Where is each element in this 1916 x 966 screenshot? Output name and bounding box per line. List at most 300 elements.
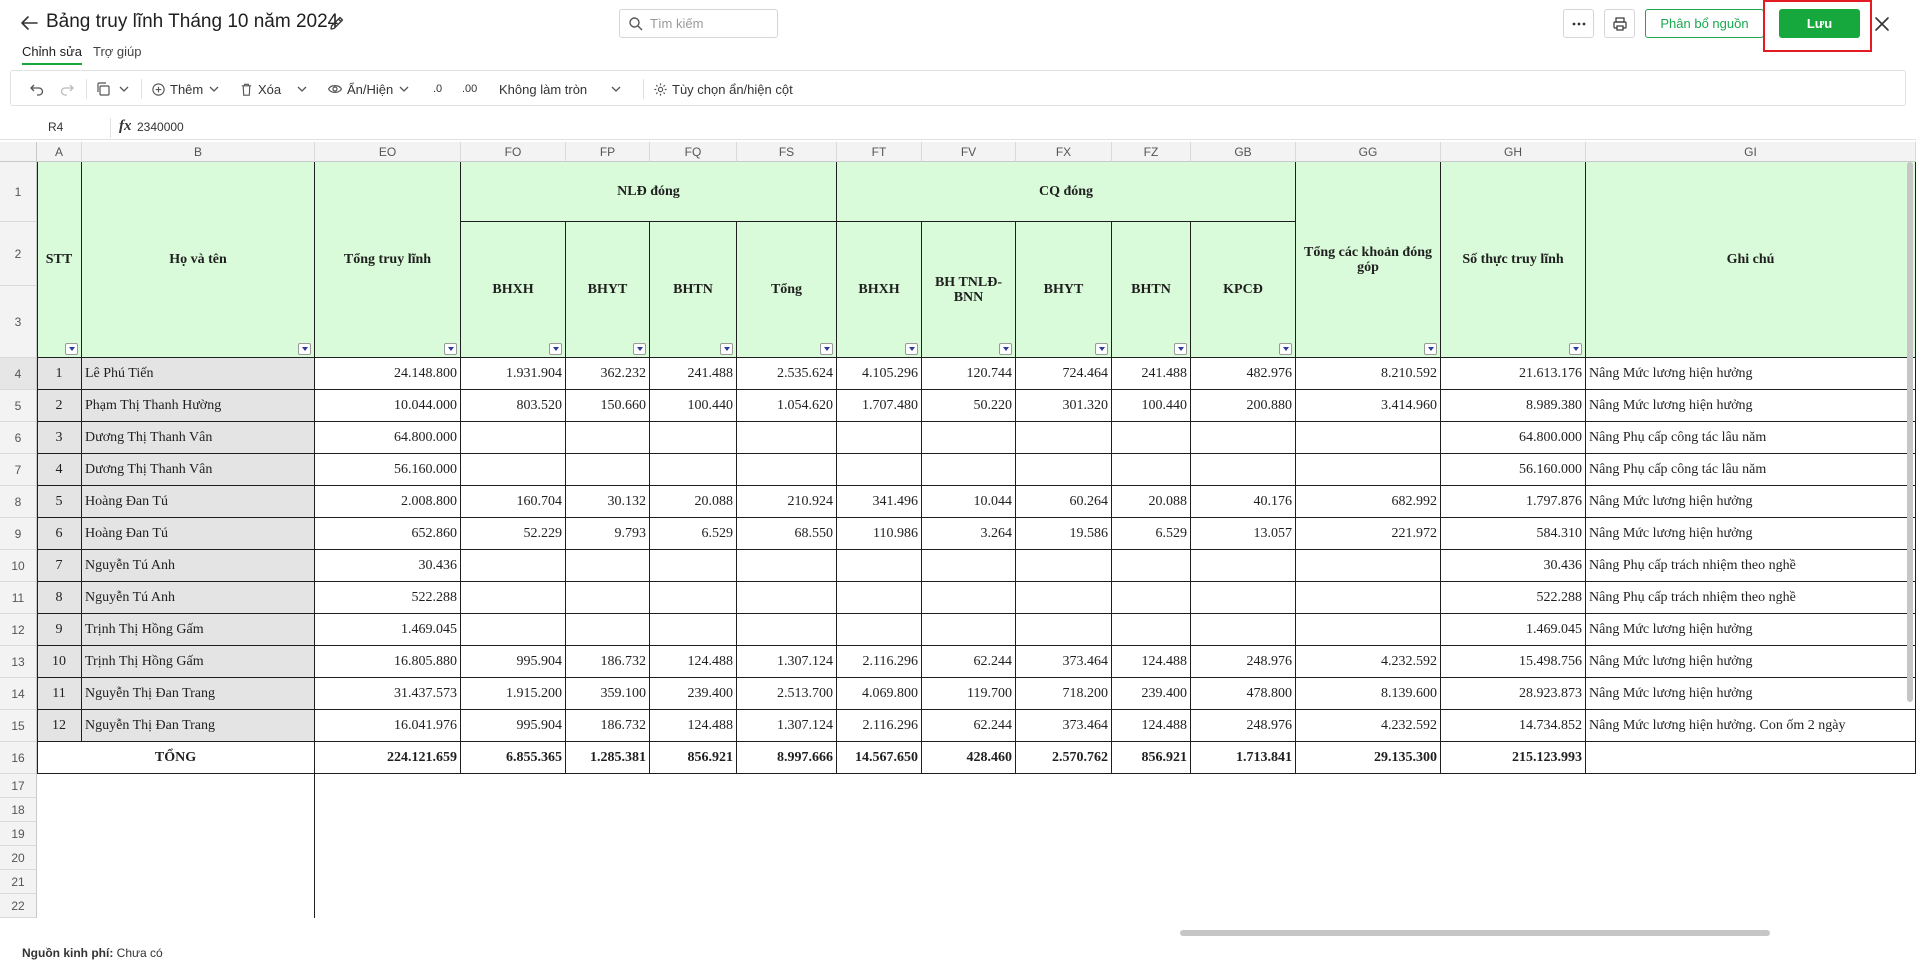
header-agency-group — [837, 162, 1296, 222]
table-cell-fq[interactable] — [650, 550, 737, 582]
table-cell-fo[interactable] — [461, 614, 566, 646]
table-cell-fx[interactable] — [1016, 550, 1112, 582]
table-cell-fx[interactable]: 301.320 — [1016, 390, 1112, 422]
table-cell-fv[interactable]: 10.044 — [922, 486, 1016, 518]
more-options-button[interactable] — [1563, 9, 1594, 38]
filter-dropdown-icon[interactable] — [820, 343, 833, 355]
column-header[interactable]: FO — [461, 142, 566, 162]
column-header[interactable]: A — [37, 142, 82, 162]
table-cell-ft[interactable]: 2.116.296 — [837, 710, 922, 742]
table-cell-fx[interactable] — [1016, 454, 1112, 486]
totals-cell-fv[interactable]: 428.460 — [922, 742, 1016, 774]
table-cell-gh[interactable]: 64.800.000 — [1441, 422, 1586, 454]
table-cell-gb[interactable] — [1191, 550, 1296, 582]
redo-button[interactable] — [59, 79, 75, 99]
add-button[interactable] — [151, 79, 221, 99]
totals-label: TỔNG — [37, 742, 315, 774]
header-emp-bhtn-text: BHTN — [673, 282, 713, 297]
table-cell-fs[interactable]: 1.054.620 — [737, 390, 837, 422]
totals-cell-fs[interactable]: 8.997.666 — [737, 742, 837, 774]
totals-cell-eo[interactable]: 224.121.659 — [315, 742, 461, 774]
table-cell-fz[interactable] — [1112, 454, 1191, 486]
table-cell-fz[interactable]: 124.488 — [1112, 646, 1191, 678]
table-cell-name[interactable]: Nguyễn Tú Anh — [82, 550, 315, 582]
table-cell-fx[interactable] — [1016, 422, 1112, 454]
search-box[interactable] — [619, 9, 778, 38]
table-cell-gb[interactable] — [1191, 582, 1296, 614]
table-cell-name[interactable]: Hoàng Đan Tú — [82, 486, 315, 518]
tab-edit[interactable]: Chỉnh sửa — [22, 44, 83, 59]
table-cell-ft[interactable] — [837, 614, 922, 646]
table-cell-fs[interactable] — [737, 550, 837, 582]
formula-divider — [110, 118, 111, 138]
filter-dropdown-icon[interactable] — [905, 343, 918, 355]
column-header[interactable]: FS — [737, 142, 837, 162]
header-note-text: Ghi chú — [1726, 252, 1775, 267]
row-header[interactable]: 16 — [0, 742, 37, 774]
allocate-source-button[interactable]: Phân bổ nguồn — [1645, 9, 1764, 38]
table-cell-gb[interactable]: 482.976 — [1191, 358, 1296, 390]
table-cell-fo[interactable]: 995.904 — [461, 710, 566, 742]
column-header[interactable]: GH — [1441, 142, 1586, 162]
table-cell-stt[interactable]: 10 — [37, 646, 82, 678]
row-header[interactable]: 18 — [0, 798, 37, 822]
table-cell-gi[interactable]: Nâng Phụ cấp công tác lâu năm — [1586, 454, 1916, 486]
table-cell-name[interactable]: Nguyễn Thị Đan Trang — [82, 678, 315, 710]
toolbar — [10, 70, 1906, 106]
row-header[interactable]: 5 — [0, 390, 37, 422]
table-cell-fs[interactable]: 1.307.124 — [737, 710, 837, 742]
copy-button[interactable] — [95, 79, 131, 99]
totals-cell-fz[interactable]: 856.921 — [1112, 742, 1191, 774]
vertical-scrollbar[interactable] — [1907, 162, 1913, 702]
table-cell-fs[interactable] — [737, 582, 837, 614]
table-cell-gg[interactable]: 4.232.592 — [1296, 646, 1441, 678]
table-cell-gg[interactable] — [1296, 454, 1441, 486]
table-cell-gi[interactable]: Nâng Phụ cấp trách nhiệm theo nghề — [1586, 582, 1916, 614]
column-header[interactable]: FQ — [650, 142, 737, 162]
table-cell-fp[interactable]: 359.100 — [566, 678, 650, 710]
header-employee-group — [461, 162, 837, 222]
table-cell-gi[interactable]: Nâng Mức lương hiện hưởng — [1586, 358, 1916, 390]
header-name — [82, 162, 315, 358]
table-cell-gb[interactable]: 40.176 — [1191, 486, 1296, 518]
table-cell-ft[interactable]: 110.986 — [837, 518, 922, 550]
table-cell-gg[interactable] — [1296, 614, 1441, 646]
table-cell-gi[interactable]: Nâng Mức lương hiện hưởng — [1586, 518, 1916, 550]
table-cell-fp[interactable] — [566, 582, 650, 614]
column-header[interactable]: GB — [1191, 142, 1296, 162]
table-cell-eo[interactable]: 16.805.880 — [315, 646, 461, 678]
tab-help[interactable]: Trợ giúp — [93, 44, 142, 59]
top-bar — [0, 0, 1916, 46]
table-cell-gg[interactable]: 221.972 — [1296, 518, 1441, 550]
column-header[interactable]: EO — [315, 142, 461, 162]
table-cell-fp[interactable] — [566, 550, 650, 582]
table-cell-fv[interactable]: 120.744 — [922, 358, 1016, 390]
table-cell-fp[interactable] — [566, 454, 650, 486]
row-header[interactable]: 2 — [0, 222, 37, 286]
totals-cell-gb[interactable]: 1.713.841 — [1191, 742, 1296, 774]
table-cell-fp[interactable] — [566, 422, 650, 454]
row-header[interactable]: 8 — [0, 486, 37, 518]
delete-label: Xóa — [258, 81, 282, 97]
table-cell-fo[interactable]: 52.229 — [461, 518, 566, 550]
table-cell-name[interactable]: Trịnh Thị Hồng Gấm — [82, 646, 315, 678]
toolbar-divider — [643, 79, 644, 99]
table-cell-gg[interactable]: 3.414.960 — [1296, 390, 1441, 422]
table-cell-gg[interactable]: 4.232.592 — [1296, 710, 1441, 742]
table-cell-fv[interactable] — [922, 550, 1016, 582]
header-total-contributions — [1296, 162, 1441, 358]
filter-dropdown-icon[interactable] — [999, 343, 1012, 355]
header-net-back-pay — [1441, 162, 1586, 358]
select-all-corner[interactable] — [0, 142, 37, 162]
table-cell-fo[interactable] — [461, 422, 566, 454]
row-header[interactable]: 19 — [0, 822, 37, 846]
row-header[interactable]: 10 — [0, 550, 37, 582]
column-header[interactable]: B — [82, 142, 315, 162]
table-cell-stt[interactable]: 12 — [37, 710, 82, 742]
column-header[interactable]: FP — [566, 142, 650, 162]
header-ag-kpcd — [1191, 222, 1296, 358]
filter-dropdown-icon[interactable] — [549, 343, 562, 355]
table-cell-fq[interactable]: 20.088 — [650, 486, 737, 518]
table-cell-name[interactable]: Trịnh Thị Hồng Gấm — [82, 614, 315, 646]
horizontal-scrollbar[interactable] — [1180, 930, 1770, 936]
totals-cell-fp[interactable]: 1.285.381 — [566, 742, 650, 774]
table-cell-gh[interactable]: 56.160.000 — [1441, 454, 1586, 486]
header-employee-group-text: NLĐ đóng — [617, 184, 680, 199]
header-emp-bhyt-text: BHYT — [587, 282, 628, 297]
table-cell-eo[interactable]: 56.160.000 — [315, 454, 461, 486]
table-cell-fs[interactable]: 1.307.124 — [737, 646, 837, 678]
table-cell-eo[interactable]: 522.288 — [315, 582, 461, 614]
totals-cell-gg[interactable]: 29.135.300 — [1296, 742, 1441, 774]
table-cell-gi[interactable]: Nâng Mức lương hiện hưởng. Con ốm 2 ngày — [1586, 710, 1916, 742]
table-cell-stt[interactable]: 1 — [37, 358, 82, 390]
table-cell-fs[interactable] — [737, 614, 837, 646]
table-cell-fv[interactable] — [922, 614, 1016, 646]
table-cell-gh[interactable]: 1.469.045 — [1441, 614, 1586, 646]
table-cell-ft[interactable] — [837, 454, 922, 486]
undo-icon — [29, 81, 45, 97]
header-emp-total — [737, 222, 837, 358]
row-header[interactable]: 13 — [0, 646, 37, 678]
delete-button[interactable] — [239, 79, 309, 99]
table-cell-eo[interactable]: 24.148.800 — [315, 358, 461, 390]
table-cell-eo[interactable]: 10.044.000 — [315, 390, 461, 422]
spreadsheet-grid[interactable] — [0, 142, 1916, 938]
chevron-down-icon — [295, 82, 309, 96]
table-cell-fx[interactable]: 60.264 — [1016, 486, 1112, 518]
table-cell-fx[interactable]: 373.464 — [1016, 646, 1112, 678]
row-header[interactable]: 11 — [0, 582, 37, 614]
table-cell-fq[interactable]: 239.400 — [650, 678, 737, 710]
column-header[interactable]: FT — [837, 142, 922, 162]
decrease-decimal-button[interactable] — [433, 79, 442, 99]
table-cell-fo[interactable]: 995.904 — [461, 646, 566, 678]
chevron-down-icon — [117, 82, 131, 96]
totals-cell-fo[interactable]: 6.855.365 — [461, 742, 566, 774]
table-cell-fx[interactable]: 718.200 — [1016, 678, 1112, 710]
table-cell-ft[interactable]: 341.496 — [837, 486, 922, 518]
close-icon[interactable] — [1870, 12, 1894, 36]
table-cell-gb[interactable] — [1191, 422, 1296, 454]
table-cell-fs[interactable] — [737, 454, 837, 486]
filter-dropdown-icon[interactable] — [65, 343, 78, 355]
search-input[interactable] — [650, 14, 770, 33]
table-cell-ft[interactable] — [837, 550, 922, 582]
table-cell-fp[interactable] — [566, 614, 650, 646]
table-cell-eo[interactable]: 30.436 — [315, 550, 461, 582]
row-header[interactable]: 1 — [0, 162, 37, 222]
row-header[interactable]: 21 — [0, 870, 37, 894]
table-cell-eo[interactable]: 64.800.000 — [315, 422, 461, 454]
column-header[interactable]: FV — [922, 142, 1016, 162]
header-net-back-pay-text: Số thực truy lĩnh — [1462, 252, 1564, 267]
column-header[interactable]: GG — [1296, 142, 1441, 162]
table-cell-gb[interactable] — [1191, 614, 1296, 646]
table-cell-stt[interactable]: 4 — [37, 454, 82, 486]
table-cell-eo[interactable]: 31.437.573 — [315, 678, 461, 710]
row-header[interactable]: 22 — [0, 894, 37, 918]
table-cell-name[interactable]: Nguyễn Thị Đan Trang — [82, 710, 315, 742]
table-cell-fz[interactable] — [1112, 582, 1191, 614]
print-button[interactable] — [1604, 9, 1635, 38]
table-cell-gb[interactable]: 248.976 — [1191, 646, 1296, 678]
table-cell-gh[interactable]: 1.797.876 — [1441, 486, 1586, 518]
table-cell-fo[interactable]: 1.915.200 — [461, 678, 566, 710]
table-cell-fo[interactable]: 803.520 — [461, 390, 566, 422]
table-cell-eo[interactable]: 652.860 — [315, 518, 461, 550]
table-cell-stt[interactable]: 11 — [37, 678, 82, 710]
table-cell-name[interactable]: Nguyễn Tú Anh — [82, 582, 315, 614]
table-cell-fv[interactable]: 3.264 — [922, 518, 1016, 550]
table-cell-fz[interactable] — [1112, 614, 1191, 646]
filter-dropdown-icon[interactable] — [720, 343, 733, 355]
table-cell-fq[interactable] — [650, 422, 737, 454]
table-cell-name[interactable]: Lê Phú Tiến — [82, 358, 315, 390]
row-header[interactable]: 14 — [0, 678, 37, 710]
filter-dropdown-icon[interactable] — [1174, 343, 1187, 355]
table-cell-eo[interactable]: 1.469.045 — [315, 614, 461, 646]
table-cell-gh[interactable]: 522.288 — [1441, 582, 1586, 614]
column-options-button[interactable] — [653, 79, 793, 99]
totals-cell-gi[interactable] — [1586, 742, 1916, 774]
table-cell-fo[interactable] — [461, 582, 566, 614]
table-cell-gh[interactable]: 8.989.380 — [1441, 390, 1586, 422]
table-cell-fx[interactable]: 19.586 — [1016, 518, 1112, 550]
table-cell-gg[interactable] — [1296, 550, 1441, 582]
table-cell-gb[interactable]: 248.976 — [1191, 710, 1296, 742]
table-cell-fx[interactable]: 724.464 — [1016, 358, 1112, 390]
table-cell-fz[interactable]: 239.400 — [1112, 678, 1191, 710]
table-cell-fv[interactable]: 50.220 — [922, 390, 1016, 422]
row-header[interactable]: 7 — [0, 454, 37, 486]
table-cell-ft[interactable] — [837, 582, 922, 614]
table-cell-stt[interactable]: 9 — [37, 614, 82, 646]
table-cell-gh[interactable]: 28.923.873 — [1441, 678, 1586, 710]
edit-pencil-icon[interactable] — [328, 14, 346, 32]
table-cell-fz[interactable]: 20.088 — [1112, 486, 1191, 518]
filter-dropdown-icon[interactable] — [633, 343, 646, 355]
table-cell-fp[interactable]: 150.660 — [566, 390, 650, 422]
table-cell-gi[interactable]: Nâng Mức lương hiện hưởng — [1586, 678, 1916, 710]
totals-cell-fx[interactable]: 2.570.762 — [1016, 742, 1112, 774]
table-cell-name[interactable]: Phạm Thị Thanh Hường — [82, 390, 315, 422]
table-cell-gi[interactable]: Nâng Mức lương hiện hưởng — [1586, 390, 1916, 422]
table-cell-gi[interactable]: Nâng Mức lương hiện hưởng — [1586, 614, 1916, 646]
table-cell-gg[interactable]: 682.992 — [1296, 486, 1441, 518]
table-cell-fs[interactable]: 2.513.700 — [737, 678, 837, 710]
header-emp-total-text: Tổng — [770, 282, 803, 297]
row-header[interactable]: 9 — [0, 518, 37, 550]
filter-dropdown-icon[interactable] — [444, 343, 457, 355]
table-cell-fv[interactable]: 119.700 — [922, 678, 1016, 710]
undo-button[interactable] — [29, 79, 45, 99]
save-button[interactable]: Lưu — [1779, 9, 1860, 38]
column-header[interactable]: GI — [1586, 142, 1916, 162]
totals-cell-fq[interactable]: 856.921 — [650, 742, 737, 774]
table-cell-fq[interactable] — [650, 614, 737, 646]
table-cell-name[interactable]: Dương Thị Thanh Vân — [82, 454, 315, 486]
totals-cell-ft[interactable]: 14.567.650 — [837, 742, 922, 774]
table-cell-fp[interactable]: 186.732 — [566, 710, 650, 742]
funding-source — [22, 946, 163, 960]
table-cell-fp[interactable]: 9.793 — [566, 518, 650, 550]
totals-cell-gh[interactable]: 215.123.993 — [1441, 742, 1586, 774]
table-cell-gb[interactable]: 13.057 — [1191, 518, 1296, 550]
table-cell-gh[interactable]: 30.436 — [1441, 550, 1586, 582]
fx-icon: fx — [119, 118, 132, 134]
table-cell-fv[interactable] — [922, 454, 1016, 486]
table-cell-ft[interactable]: 4.105.296 — [837, 358, 922, 390]
table-cell-fv[interactable]: 62.244 — [922, 646, 1016, 678]
table-cell-fz[interactable]: 241.488 — [1112, 358, 1191, 390]
table-cell-ft[interactable] — [837, 422, 922, 454]
table-cell-stt[interactable]: 8 — [37, 582, 82, 614]
table-cell-ft[interactable]: 1.707.480 — [837, 390, 922, 422]
row-header[interactable]: 4 — [0, 358, 37, 390]
row-header[interactable]: 17 — [0, 774, 37, 798]
table-cell-fq[interactable]: 241.488 — [650, 358, 737, 390]
table-cell-fo[interactable]: 160.704 — [461, 486, 566, 518]
table-cell-gg[interactable] — [1296, 582, 1441, 614]
table-cell-gh[interactable]: 584.310 — [1441, 518, 1586, 550]
table-cell-fp[interactable]: 186.732 — [566, 646, 650, 678]
table-cell-fs[interactable]: 210.924 — [737, 486, 837, 518]
table-cell-fs[interactable]: 68.550 — [737, 518, 837, 550]
table-cell-fx[interactable] — [1016, 582, 1112, 614]
table-cell-gh[interactable]: 14.734.852 — [1441, 710, 1586, 742]
table-cell-ft[interactable]: 4.069.800 — [837, 678, 922, 710]
table-cell-fs[interactable]: 2.535.624 — [737, 358, 837, 390]
table-cell-fq[interactable]: 6.529 — [650, 518, 737, 550]
header-ag-bhxh-text: BHXH — [858, 282, 900, 297]
table-cell-fz[interactable] — [1112, 422, 1191, 454]
table-cell-stt[interactable]: 6 — [37, 518, 82, 550]
table-cell-stt[interactable]: 5 — [37, 486, 82, 518]
table-cell-fq[interactable]: 124.488 — [650, 646, 737, 678]
table-cell-gi[interactable]: Nâng Mức lương hiện hưởng — [1586, 646, 1916, 678]
filter-dropdown-icon[interactable] — [1279, 343, 1292, 355]
table-cell-gb[interactable]: 478.800 — [1191, 678, 1296, 710]
cell-reference[interactable]: R4 — [48, 120, 64, 134]
table-cell-stt[interactable]: 2 — [37, 390, 82, 422]
table-cell-stt[interactable]: 7 — [37, 550, 82, 582]
table-cell-fo[interactable] — [461, 454, 566, 486]
row-header[interactable]: 6 — [0, 422, 37, 454]
column-header[interactable]: FZ — [1112, 142, 1191, 162]
table-cell-gg[interactable] — [1296, 422, 1441, 454]
table-cell-eo[interactable]: 16.041.976 — [315, 710, 461, 742]
column-options-label: Tùy chọn ẩn/hiện cột — [672, 81, 793, 97]
table-cell-fx[interactable]: 373.464 — [1016, 710, 1112, 742]
table-cell-gi[interactable]: Nâng Mức lương hiện hưởng — [1586, 486, 1916, 518]
table-cell-fp[interactable]: 362.232 — [566, 358, 650, 390]
header-emp-bhtn — [650, 222, 737, 358]
table-cell-gh[interactable]: 21.613.176 — [1441, 358, 1586, 390]
table-cell-fz[interactable]: 100.440 — [1112, 390, 1191, 422]
column-header[interactable]: FX — [1016, 142, 1112, 162]
row-header[interactable]: 15 — [0, 710, 37, 742]
filter-dropdown-icon[interactable] — [1095, 343, 1108, 355]
table-cell-eo[interactable]: 2.008.800 — [315, 486, 461, 518]
table-cell-gb[interactable]: 200.880 — [1191, 390, 1296, 422]
filter-dropdown-icon[interactable] — [298, 343, 311, 355]
table-cell-fp[interactable]: 30.132 — [566, 486, 650, 518]
rounding-select[interactable] — [499, 79, 623, 99]
table-cell-fo[interactable] — [461, 550, 566, 582]
row-header[interactable]: 20 — [0, 846, 37, 870]
table-cell-gh[interactable]: 15.498.756 — [1441, 646, 1586, 678]
table-cell-gi[interactable]: Nâng Phụ cấp trách nhiệm theo nghề — [1586, 550, 1916, 582]
table-cell-fq[interactable]: 100.440 — [650, 390, 737, 422]
table-cell-fz[interactable]: 6.529 — [1112, 518, 1191, 550]
table-cell-name[interactable]: Dương Thị Thanh Vân — [82, 422, 315, 454]
frozen-column-divider — [314, 774, 315, 918]
table-cell-stt[interactable]: 3 — [37, 422, 82, 454]
increase-decimal-button[interactable] — [462, 79, 477, 99]
table-cell-fv[interactable] — [922, 422, 1016, 454]
table-cell-fx[interactable] — [1016, 614, 1112, 646]
table-cell-name[interactable]: Hoàng Đan Tú — [82, 518, 315, 550]
row-header[interactable]: 3 — [0, 286, 37, 358]
table-cell-ft[interactable]: 2.116.296 — [837, 646, 922, 678]
filter-dropdown-icon[interactable] — [1424, 343, 1437, 355]
table-cell-fq[interactable] — [650, 582, 737, 614]
table-cell-fz[interactable]: 124.488 — [1112, 710, 1191, 742]
back-arrow-icon[interactable] — [18, 12, 40, 34]
show-hide-button[interactable] — [327, 79, 411, 99]
filter-dropdown-icon[interactable] — [1569, 343, 1582, 355]
table-cell-gi[interactable]: Nâng Phụ cấp công tác lâu năm — [1586, 422, 1916, 454]
table-cell-gb[interactable] — [1191, 454, 1296, 486]
table-cell-gg[interactable]: 8.210.592 — [1296, 358, 1441, 390]
table-cell-fv[interactable] — [922, 582, 1016, 614]
table-cell-fv[interactable]: 62.244 — [922, 710, 1016, 742]
row-header[interactable]: 12 — [0, 614, 37, 646]
table-cell-fq[interactable] — [650, 454, 737, 486]
table-cell-gg[interactable]: 8.139.600 — [1296, 678, 1441, 710]
table-cell-fq[interactable]: 124.488 — [650, 710, 737, 742]
table-cell-fz[interactable] — [1112, 550, 1191, 582]
page-title: Bảng truy lĩnh Tháng 10 năm 2024 — [46, 11, 339, 32]
table-cell-fs[interactable] — [737, 422, 837, 454]
table-cell-fo[interactable]: 1.931.904 — [461, 358, 566, 390]
formula-input[interactable]: 2340000 — [137, 120, 184, 134]
